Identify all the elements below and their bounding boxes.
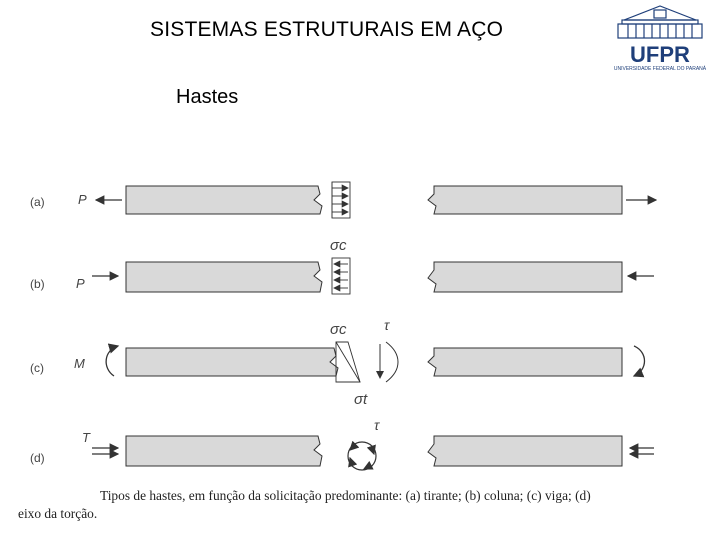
- logo-subtext: UNIVERSIDADE FEDERAL DO PARANÁ: [613, 66, 707, 72]
- load-symbol-d: T: [82, 430, 90, 445]
- shear-stress-diagram: [380, 342, 398, 382]
- caption-line-1: Tipos de hastes, em função da solicitação predominante: (a) tirante; (b) coluna; (c) viga; (d): [100, 488, 591, 503]
- tension-stress-block: [332, 182, 350, 218]
- bar-left-a: [126, 186, 322, 214]
- row-c: [30, 342, 645, 433]
- bar-left-d: [126, 436, 322, 466]
- slide-title: SISTEMAS ESTRUTURAIS EM AÇO: [150, 18, 504, 41]
- row-label-d: (d): [30, 451, 45, 465]
- row-label-b: (b): [30, 277, 45, 291]
- bar-right-a: [428, 186, 622, 214]
- row-b: [30, 258, 654, 338]
- bar-right-c: [428, 348, 622, 376]
- bar-right-d: [428, 436, 622, 466]
- load-symbol-b: P: [76, 276, 85, 291]
- moment-arrow-left: [106, 346, 118, 376]
- sigma-t-label: σt: [354, 391, 368, 408]
- torsion-stress-circle: [348, 442, 376, 470]
- figure-caption: [18, 487, 708, 523]
- caption-line-2: eixo da torção.: [18, 506, 98, 521]
- sigma-c-label-1: σc: [330, 237, 347, 254]
- row-d: [30, 430, 654, 470]
- sigma-c-label-2: σc: [330, 321, 347, 338]
- tau-label-1: τ: [384, 317, 390, 333]
- load-symbol-c: M: [74, 356, 85, 371]
- moment-arrow-right: [634, 346, 645, 376]
- row-a: [30, 182, 656, 254]
- load-symbol-a: P: [78, 192, 87, 207]
- bar-right-b: [428, 262, 622, 292]
- bar-left-b: [126, 262, 322, 292]
- tau-label-2: τ: [374, 417, 380, 433]
- bending-stress-diagram: [336, 342, 360, 382]
- ufpr-logo: [604, 4, 716, 72]
- row-label-a: (a): [30, 195, 45, 209]
- compression-stress-block: [332, 258, 350, 294]
- logo-text: UFPR: [630, 42, 690, 67]
- row-label-c: (c): [30, 361, 44, 375]
- university-building-icon: [618, 6, 702, 38]
- slide-subtitle: Hastes: [176, 86, 239, 108]
- bar-left-c: [126, 348, 338, 376]
- rod-types-figure: [14, 158, 716, 488]
